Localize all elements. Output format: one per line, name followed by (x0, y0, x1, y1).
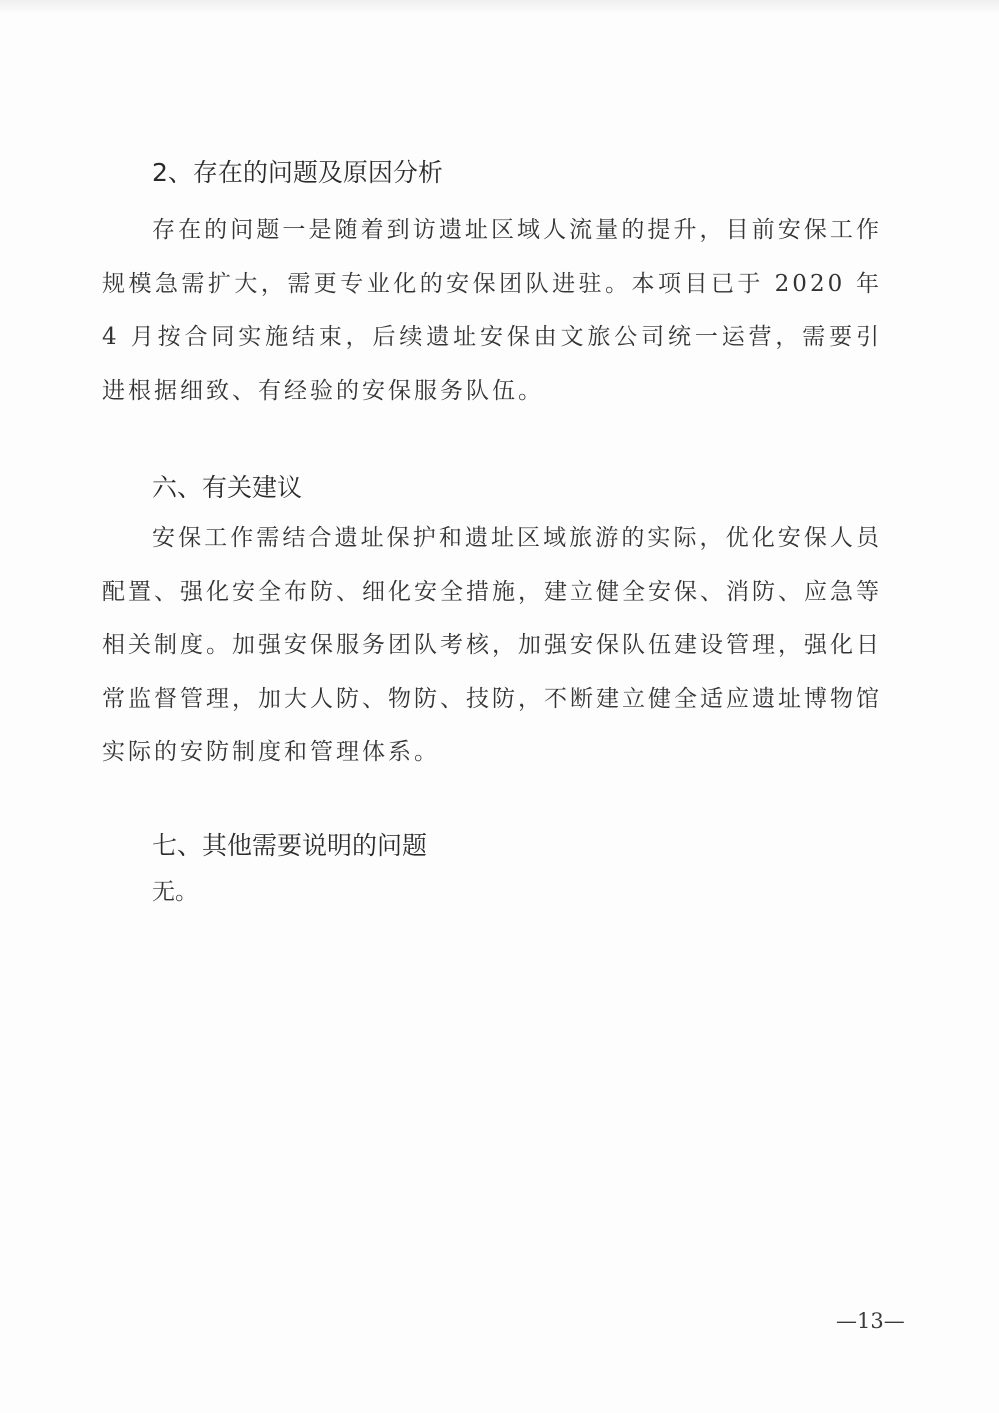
section-heading-problems: 2、存在的问题及原因分析 (152, 158, 443, 187)
section-heading-other-issues: 七、其他需要说明的问题 (152, 831, 428, 860)
section-body-other-issues: 无。 (152, 879, 198, 905)
section-heading-suggestions: 六、有关建议 (152, 473, 303, 502)
section-body-suggestions: 安保工作需结合遗址保护和遗址区域旅游的实际，优化安保人员配置、强化安全布防、细化安全措施，建立健全安保、消防、应急等相关制度。加强安保服务团队考核，加强安保队伍建设管理，强化日常监督管理，加大人防、物防、技防，不断建立健全适应遗址博物馆实际的安防制度和管理体系。 (102, 525, 882, 765)
page-number: —13— (836, 1309, 905, 1333)
scan-edge-shading (0, 0, 999, 14)
section-body-problems: 存在的问题一是随着到访遗址区域人流量的提升，目前安保工作规模急需扩大，需更专业化的安保团队进驻。本项目已于 2020 年 4 月按合同实施结束，后续遗址安保由文旅公司统一运营，需要引进根据细致、有经验的安保服务队伍。 (102, 217, 882, 404)
